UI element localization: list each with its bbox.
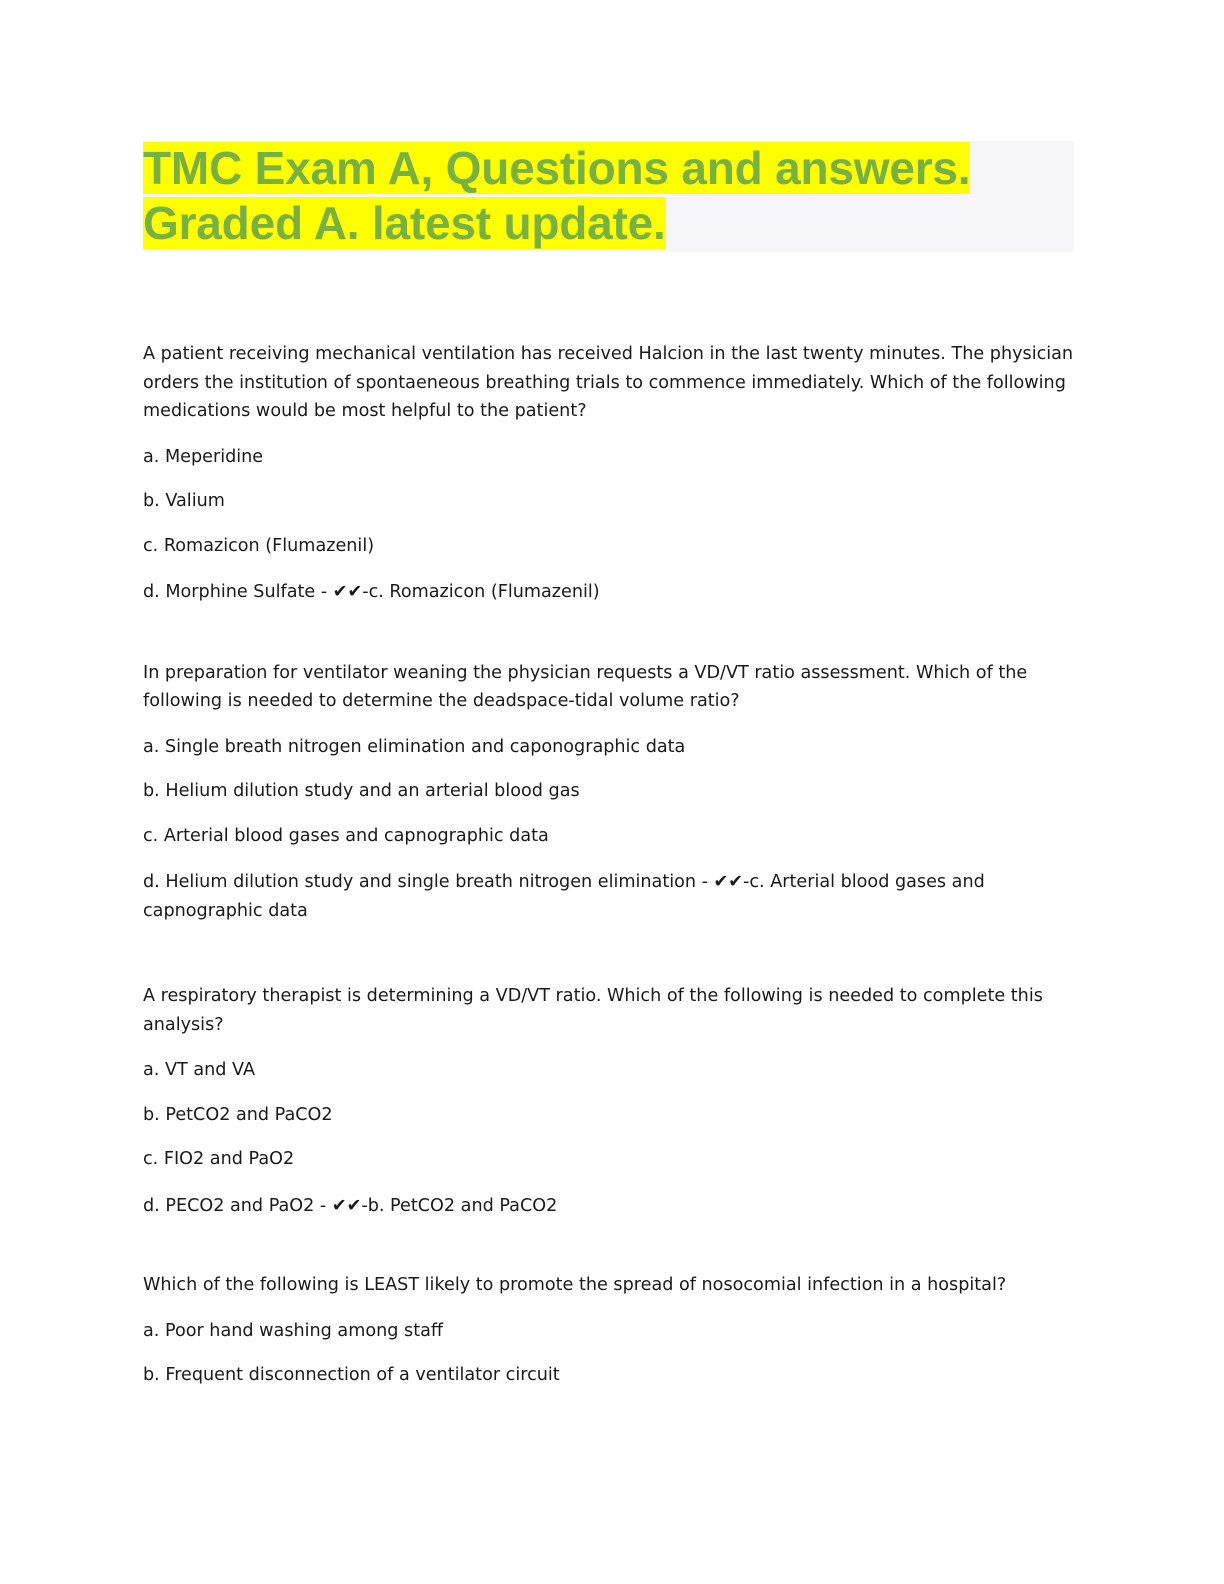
question-text: In preparation for ventilator weaning the physician requests a VD/VT ratio assessment. Which of the following is needed to determine the deadspace-tidal volume ratio? — [143, 662, 1028, 711]
question-block-1 — [143, 340, 1083, 607]
question-block-2 — [143, 659, 1083, 926]
answer-option-with-key: d. Morphine Sulfate - ✔✔-c. Romazicon (Flumazenil) — [143, 582, 600, 602]
question-block-3 — [143, 982, 1083, 1220]
answer-option: b. Helium dilution study and an arterial blood gas — [143, 781, 580, 801]
answer-option: c. Romazicon (Flumazenil) — [143, 535, 375, 556]
answer-option: b. Frequent disconnection of a ventilator circuit — [143, 1365, 560, 1385]
answer-option: a. Meperidine — [143, 446, 264, 467]
question-block-4 — [143, 1271, 1083, 1390]
question-text: A respiratory therapist is determining a VD/VT ratio. Which of the following is needed to complete this analysis? — [143, 986, 1043, 1035]
answer-option-with-key: d. Helium dilution study and single breath nitrogen elimination - ✔✔-c. Arterial blood gases and capnographic data — [143, 872, 985, 921]
answer-option: b. Valium — [143, 491, 225, 511]
document-title — [143, 141, 1074, 252]
question-text: A patient receiving mechanical ventilation has received Halcion in the last twenty minutes. The physician orders the institution of spontaeneous breathing trials to commence immediately. Which of the following medications would be most helpful to the patient? — [143, 344, 1074, 421]
answer-option: c. FIO2 and PaO2 — [143, 1149, 295, 1169]
answer-option: b. PetCO2 and PaCO2 — [143, 1104, 333, 1125]
question-text: Which of the following is LEAST likely to promote the spread of nosocomial infection in a hospital? — [143, 1275, 1007, 1295]
questions-list — [143, 340, 1083, 1390]
answer-option: a. Single breath nitrogen elimination and caponographic data — [143, 736, 686, 757]
answer-option-with-key: d. PECO2 and PaO2 - ✔✔-b. PetCO2 and PaCO2 — [143, 1195, 558, 1216]
title-line-2: Graded A. latest update. — [143, 197, 666, 249]
answer-option: a. Poor hand washing among staff — [143, 1320, 443, 1341]
answer-option: c. Arterial blood gases and capnographic data — [143, 825, 549, 846]
answer-option: a. VT and VA — [143, 1060, 255, 1080]
title-line-1: TMC Exam A, Questions and answers. — [143, 142, 971, 194]
